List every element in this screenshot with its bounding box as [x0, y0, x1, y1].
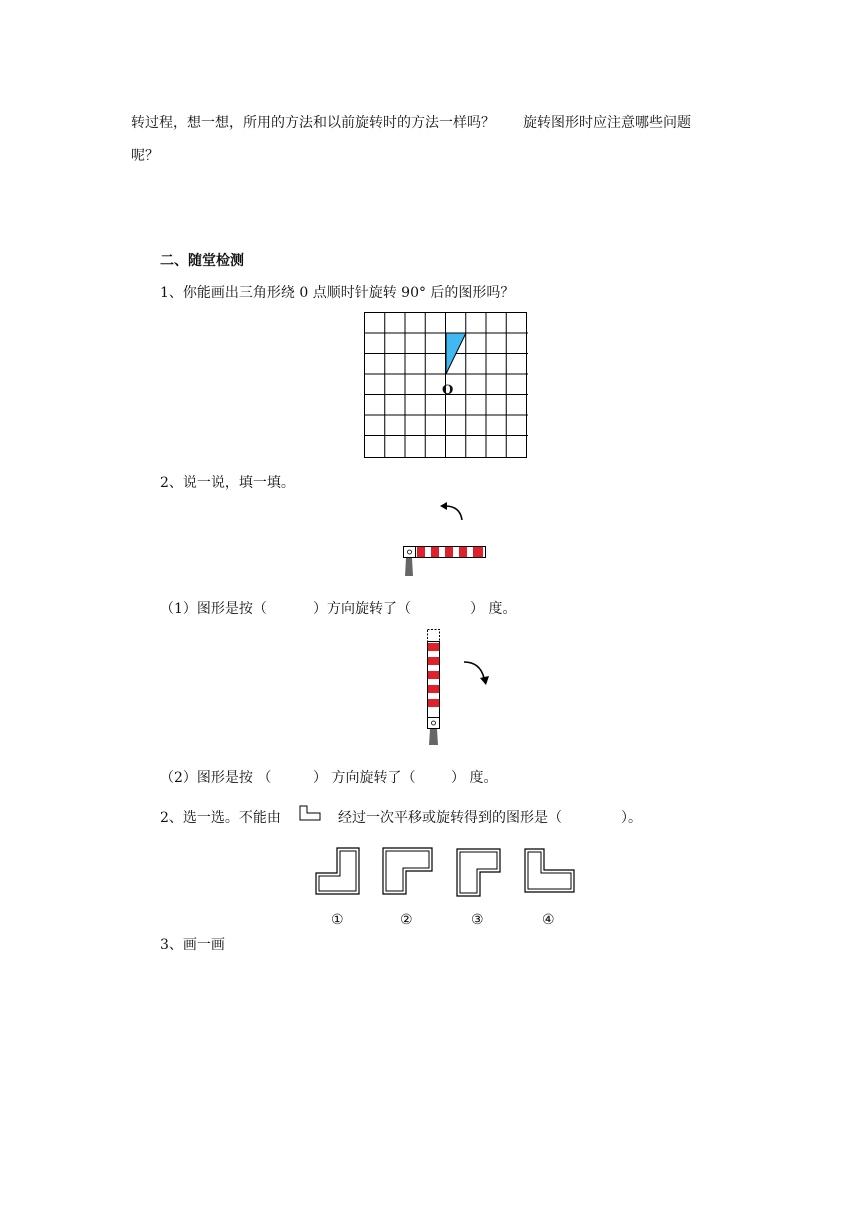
question-2-part-2-b: ） 方向旋转了（ [313, 770, 416, 786]
question-2-part-2-a: （2）图形是按 （ [160, 770, 272, 786]
option-shape-3 [456, 848, 502, 898]
question-2-text: 2、说一说，填一填。 [160, 475, 295, 491]
horizontal-striped-bar [403, 546, 487, 576]
question-2-part-1-c: ） 度。 [470, 601, 517, 617]
intro-line-1: 转过程，想一想，所用的方法和以前旋转时的方法一样吗？ 旋转图形时应注意哪些问题 [131, 115, 691, 131]
point-o-label: O [442, 383, 454, 398]
l-shape-reference [299, 805, 321, 821]
counterclockwise-arrow-icon [438, 500, 468, 522]
section-title: 二、随堂检测 [160, 253, 244, 269]
question-2-part-2-c: ） 度。 [451, 770, 498, 786]
vertical-striped-bar [427, 629, 441, 745]
option-label-4: ④ [542, 912, 555, 928]
question-3-text-c: ）。 [621, 810, 642, 826]
intro-line-2: 呢？ [131, 148, 159, 164]
question-3-text-a: 2、选一选。不能由 [160, 810, 281, 826]
clockwise-arrow-icon [462, 658, 492, 686]
question-4-text: 3、画一画 [160, 937, 225, 953]
option-label-3: ③ [471, 912, 484, 928]
option-shape-4 [524, 848, 576, 894]
option-shape-2 [382, 847, 434, 895]
question-3-text-b: 经过一次平移或旋转得到的图形是（ [338, 810, 562, 826]
question-1-text: 1、你能画出三角形绕 0 点顺时针旋转 90° 后的图形吗？ [160, 285, 515, 301]
question-2-part-1-b: ）方向旋转了（ [313, 601, 411, 617]
option-shape-1 [315, 847, 361, 895]
option-label-1: ① [331, 912, 344, 928]
option-label-2: ② [400, 912, 413, 928]
question-2-part-1-a: （1）图形是按（ [160, 601, 267, 617]
